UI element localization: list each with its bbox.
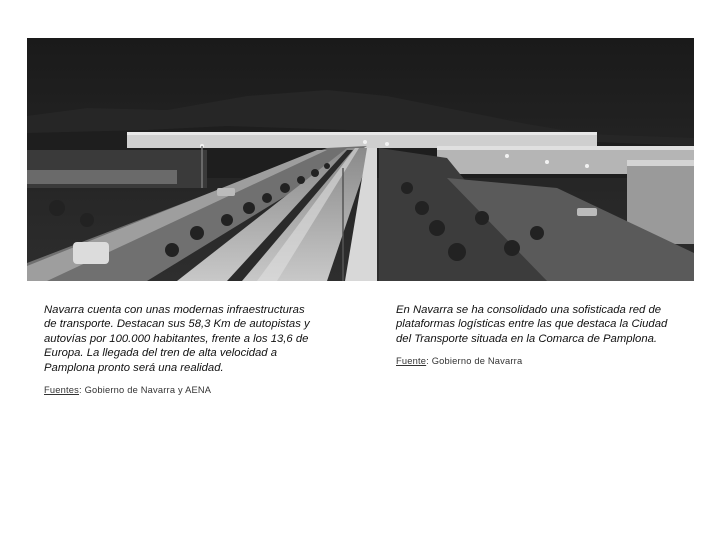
logistics-source-text: : Gobierno de Navarra <box>426 356 523 367</box>
logistics-source-label: Fuente <box>396 356 427 367</box>
transport-source <box>44 383 312 397</box>
night-logistics-park-photo <box>27 38 694 281</box>
transport-paragraph: Navarra cuenta con unas modernas infraestructuras de transporte. Destacan sus 58,3 Km de autopistas y autovías por 100.000 habitantes, frente a los 13,6 de Europa. La llegada del tren de alta velocidad a Pamplona pronto será una realidad. <box>44 304 310 374</box>
transport-source-text: : Gobierno de Navarra y AENA <box>79 385 212 396</box>
transport-source-label: Fuentes <box>44 385 79 396</box>
logistics-paragraph: En Navarra se ha consolidado una sofisticada red de plataformas logísticas entre las que destaca la Ciudad del Transporte situada en la Comarca de Pamplona. <box>396 304 668 345</box>
logistics-column <box>396 303 676 369</box>
transport-column <box>44 303 312 397</box>
logistics-source <box>396 354 676 368</box>
